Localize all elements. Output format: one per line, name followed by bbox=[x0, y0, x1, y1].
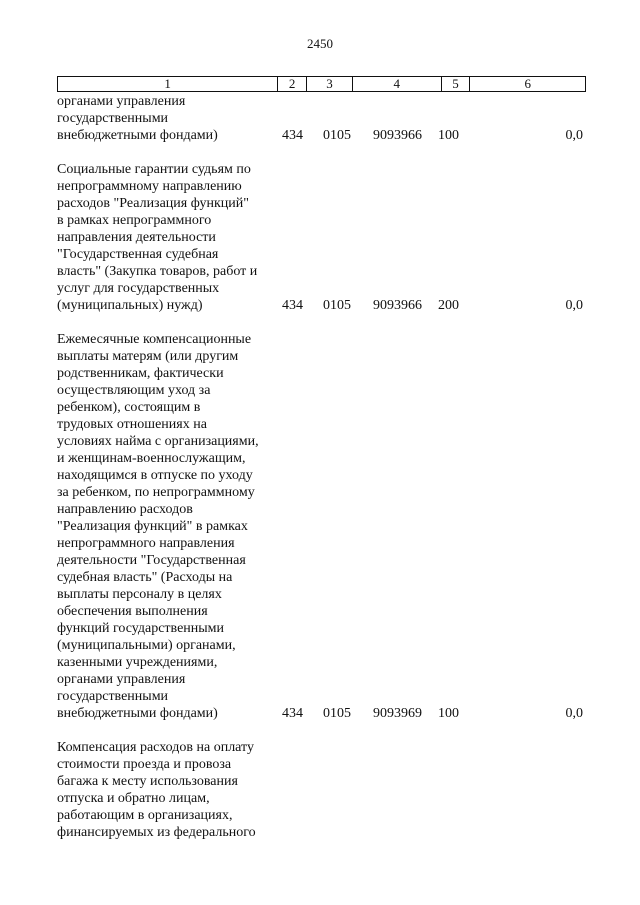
col-3-value: 0105 bbox=[323, 128, 351, 143]
description-line: ребенком), состоящим в bbox=[57, 400, 201, 415]
col-6-value: 0,0 bbox=[565, 706, 583, 721]
col-3-value: 0105 bbox=[323, 298, 351, 313]
description-line: "Реализация функций" в рамках bbox=[57, 519, 248, 534]
description-line: внебюджетными фондами) bbox=[57, 128, 218, 143]
row-description bbox=[57, 331, 271, 722]
description-line: внебюджетными фондами) bbox=[57, 706, 218, 721]
col-2-value: 434 bbox=[282, 298, 303, 313]
header-col-6: 6 bbox=[524, 76, 531, 91]
col-5-value: 200 bbox=[438, 298, 459, 313]
table-row bbox=[57, 161, 586, 314]
page-number: 2450 bbox=[307, 36, 333, 51]
description-line: органами управления bbox=[57, 672, 186, 687]
description-line: направлению расходов bbox=[57, 502, 193, 517]
row-spacer bbox=[57, 722, 586, 739]
description-line: за ребенком, по непрограммному bbox=[57, 485, 255, 500]
description-line: Ежемесячные компенсационные bbox=[57, 332, 252, 347]
table-row bbox=[57, 93, 586, 144]
description-line: государственными bbox=[57, 689, 169, 704]
row-description bbox=[57, 161, 271, 314]
table-header bbox=[57, 76, 586, 92]
description-line: государственными bbox=[57, 111, 169, 126]
table-row bbox=[57, 739, 586, 841]
description-line: Компенсация расходов на оплату bbox=[57, 740, 254, 755]
row-spacer bbox=[57, 144, 586, 161]
description-line: функций государственными bbox=[57, 621, 225, 636]
row-values bbox=[57, 705, 586, 722]
col-5-value: 100 bbox=[438, 706, 459, 721]
description-line: непрограммному направлению bbox=[57, 179, 242, 194]
description-line: деятельности "Государственная bbox=[57, 553, 246, 568]
description-line: обеспечения выполнения bbox=[57, 604, 208, 619]
row-spacer bbox=[57, 314, 586, 331]
description-line: и женщинам-военнослужащим, bbox=[57, 451, 246, 466]
description-line: в рамках непрограммного bbox=[57, 213, 212, 228]
col-5-value: 100 bbox=[438, 128, 459, 143]
col-3-value: 0105 bbox=[323, 706, 351, 721]
description-line: выплаты персоналу в целях bbox=[57, 587, 222, 602]
table-row bbox=[57, 331, 586, 722]
description-line: судебная власть" (Расходы на bbox=[57, 570, 233, 585]
col-6-value: 0,0 bbox=[565, 298, 583, 313]
description-line: направления деятельности bbox=[57, 230, 216, 245]
description-line: услуг для государственных bbox=[57, 281, 220, 296]
description-line: финансируемых из федерального bbox=[57, 825, 256, 840]
description-line: расходов "Реализация функций" bbox=[57, 196, 249, 211]
description-line: выплаты матерям (или другим bbox=[57, 349, 239, 364]
description-line: казенными учреждениями, bbox=[57, 655, 218, 670]
description-line: стоимости проезда и провоза bbox=[57, 757, 232, 772]
table-body bbox=[57, 93, 586, 841]
header-col-1: 1 bbox=[58, 77, 278, 91]
description-line: Социальные гарантии судьям по bbox=[57, 162, 251, 177]
col-6-value: 0,0 bbox=[565, 128, 583, 143]
header-col-3: 3 bbox=[307, 77, 353, 91]
description-line: непрограммного направления bbox=[57, 536, 235, 551]
description-line: (муниципальных) нужд) bbox=[57, 298, 203, 313]
row-values bbox=[57, 297, 586, 314]
description-line: органами управления bbox=[57, 94, 186, 109]
description-line: "Государственная судебная bbox=[57, 247, 219, 262]
row-values bbox=[57, 824, 586, 841]
header-col-5: 5 bbox=[442, 77, 471, 91]
description-line: родственникам, фактически bbox=[57, 366, 224, 381]
description-line: находящимся в отпуске по уходу bbox=[57, 468, 253, 483]
description-line: отпуска и обратно лицам, bbox=[57, 791, 210, 806]
description-line: власть" (Закупка товаров, работ и bbox=[57, 264, 258, 279]
description-line: условиях найма с организациями, bbox=[57, 434, 259, 449]
header-col-4: 4 bbox=[353, 77, 442, 91]
col-4-value: 9093969 bbox=[373, 706, 422, 721]
description-line: осуществляющим уход за bbox=[57, 383, 211, 398]
col-4-value: 9093966 bbox=[373, 128, 422, 143]
col-4-value: 9093966 bbox=[373, 298, 422, 313]
header-col-2: 2 bbox=[278, 77, 307, 91]
description-line: трудовых отношениях на bbox=[57, 417, 207, 432]
row-values bbox=[57, 127, 586, 144]
col-2-value: 434 bbox=[282, 128, 303, 143]
description-line: багажа к месту использования bbox=[57, 774, 238, 789]
col-2-value: 434 bbox=[282, 706, 303, 721]
description-line: (муниципальными) органами, bbox=[57, 638, 236, 653]
description-line: работающим в организациях, bbox=[57, 808, 233, 823]
